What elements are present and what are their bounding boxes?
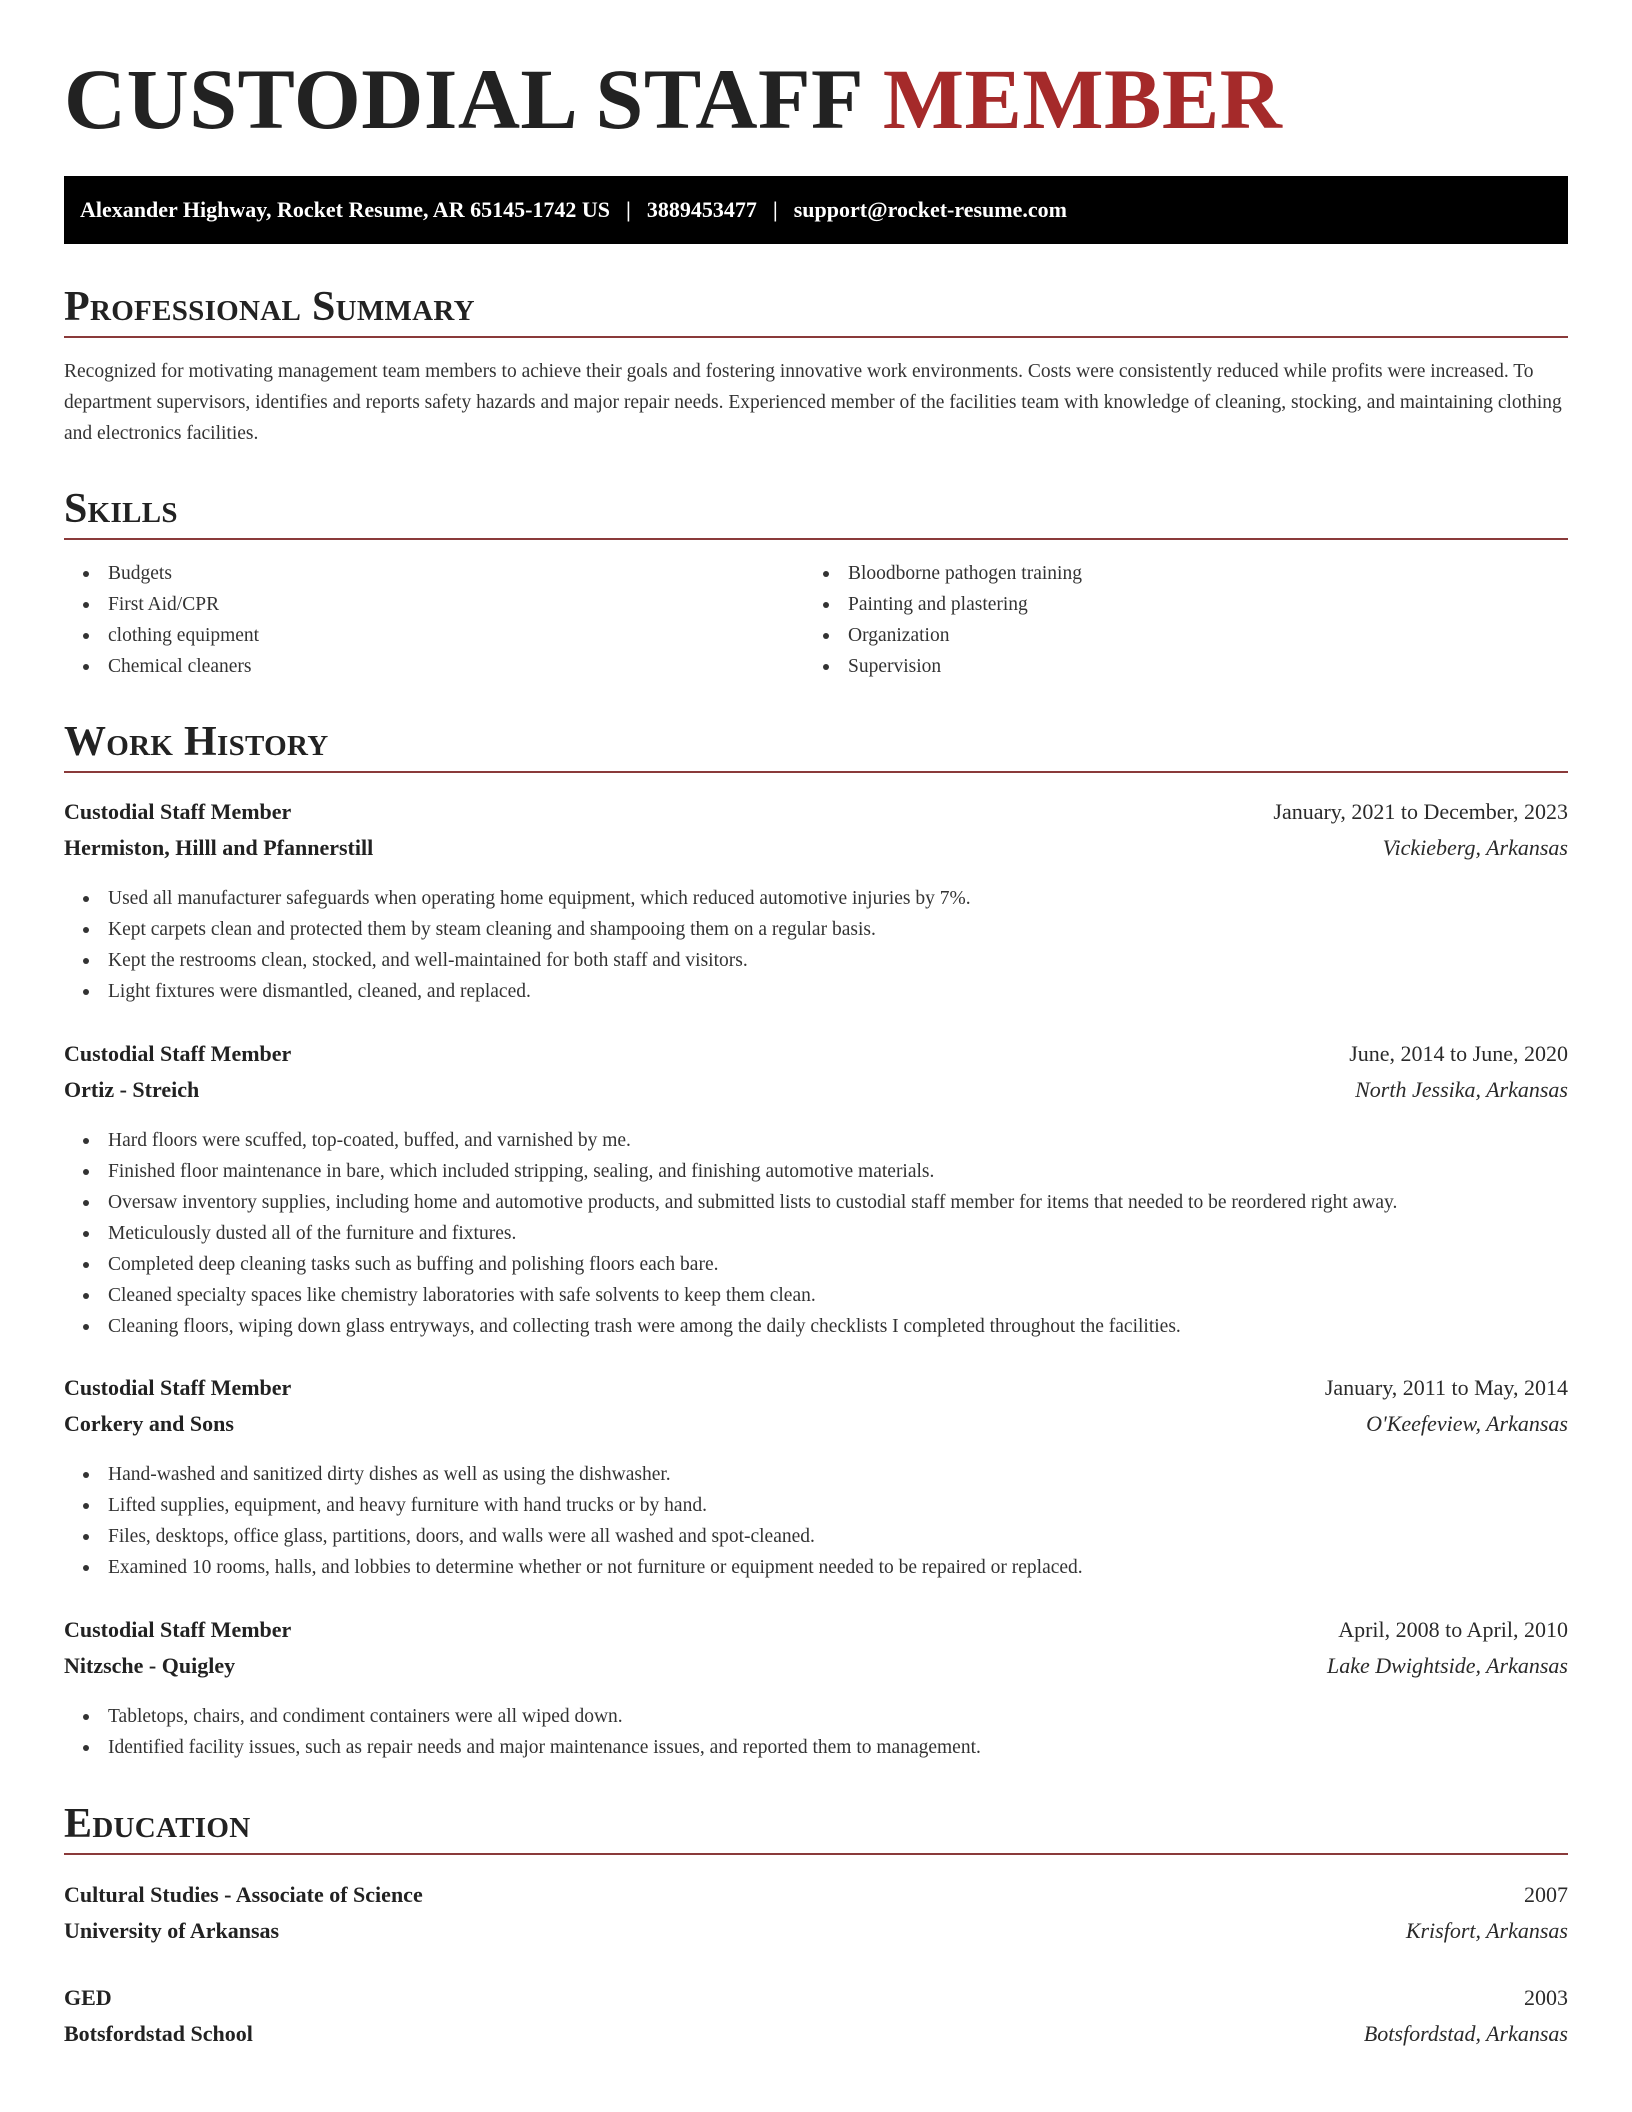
job-company-row	[64, 1411, 1568, 1447]
section-divider	[64, 1853, 1568, 1855]
education-school-row	[64, 1918, 1568, 1954]
work-history-heading: Work History	[64, 719, 329, 765]
section-divider	[64, 538, 1568, 540]
education-location: Krisfort, Arkansas	[1405, 1918, 1568, 1943]
skill-item: Painting and plastering	[804, 589, 1544, 620]
skill-item: Budgets	[64, 558, 804, 589]
job-company-row	[64, 1653, 1568, 1689]
job-company-row	[64, 835, 1568, 871]
skills-list-right	[804, 558, 1544, 682]
job-title: Custodial Staff Member	[64, 1041, 292, 1066]
job-duty: Hard floors were scuffed, top-coated, buffed, and varnished by me.	[64, 1125, 1568, 1156]
contact-phone: 3889453477	[646, 197, 757, 222]
job-duty: Oversaw inventory supplies, including home and automotive products, and submitted lists to custodial staff member for items that needed to be reordered right away.	[64, 1187, 1568, 1218]
job-duty: Lifted supplies, equipment, and heavy furniture with hand trucks or by hand.	[64, 1490, 1568, 1521]
job-duty: Used all manufacturer safeguards when operating home equipment, which reduced automotive injuries by 7%.	[64, 883, 1568, 914]
job-entry	[64, 1617, 1568, 1763]
job-header-row	[64, 1375, 1568, 1411]
education-header-row	[64, 1985, 1568, 2021]
job-location: Vickieberg, Arkansas	[1382, 835, 1568, 860]
job-company: Hermiston, Hilll and Pfannerstill	[64, 835, 374, 860]
job-header-row	[64, 1041, 1568, 1077]
education-year: 2003	[1524, 1985, 1568, 2010]
job-location: O'Keefeview, Arkansas	[1366, 1411, 1568, 1436]
job-duty: Meticulously dusted all of the furniture and fixtures.	[64, 1218, 1568, 1249]
job-entry	[64, 1041, 1568, 1342]
skills-section	[64, 488, 1568, 682]
job-duty: Kept carpets clean and protected them by steam cleaning and shampooing them on a regular basis.	[64, 914, 1568, 945]
contact-email: support@rocket-resume.com	[793, 197, 1067, 222]
job-dates: April, 2008 to April, 2010	[1338, 1617, 1568, 1642]
job-duty: Kept the restrooms clean, stocked, and well-maintained for both staff and visitors.	[64, 945, 1568, 976]
job-company: Nitzsche - Quigley	[64, 1653, 236, 1678]
section-divider	[64, 771, 1568, 773]
skills-heading: Skills	[64, 486, 178, 532]
contact-address: Alexander Highway, Rocket Resume, AR 65145-1742 US	[80, 197, 611, 222]
job-duties	[64, 883, 1568, 1007]
name-part-2: MEMBER	[882, 51, 1283, 147]
job-duty: Completed deep cleaning tasks such as buffing and polishing floors each bare.	[64, 1249, 1568, 1280]
job-dates: January, 2021 to December, 2023	[1273, 799, 1568, 824]
skill-item: Bloodborne pathogen training	[804, 558, 1544, 589]
job-duty: Tabletops, chairs, and condiment containers were all wiped down.	[64, 1701, 1568, 1732]
job-title: Custodial Staff Member	[64, 799, 292, 824]
education-school-row	[64, 2021, 1568, 2057]
job-company-row	[64, 1077, 1568, 1113]
job-duty: Examined 10 rooms, halls, and lobbies to determine whether or not furniture or equipment needed to be repaired or replaced.	[64, 1552, 1568, 1583]
education-year: 2007	[1524, 1882, 1568, 1907]
job-duty: Hand-washed and sanitized dirty dishes as well as using the dishwasher.	[64, 1459, 1568, 1490]
job-title: Custodial Staff Member	[64, 1617, 292, 1642]
job-location: North Jessika, Arkansas	[1355, 1077, 1568, 1102]
education-degree: GED	[64, 1985, 112, 2010]
skill-item: Supervision	[804, 651, 1544, 682]
job-company: Ortiz - Streich	[64, 1077, 200, 1102]
summary-text: Recognized for motivating management team members to achieve their goals and fostering innovative work environments. Costs were consistently reduced while profits were increased. To department supervisors, identifies and reports safety hazards and major repair needs. Experienced member of the facilities team with knowledge of cleaning, stocking, and maintaining clothing and electronics facilities.	[64, 361, 1562, 444]
job-duties	[64, 1125, 1568, 1342]
job-entry	[64, 799, 1568, 1007]
job-title: Custodial Staff Member	[64, 1375, 292, 1400]
contact-separator: |	[772, 197, 778, 222]
education-entry	[64, 1882, 1568, 1954]
education-location: Botsfordstad, Arkansas	[1363, 2021, 1568, 2046]
job-duty: Light fixtures were dismantled, cleaned, and replaced.	[64, 976, 1568, 1007]
skill-item: clothing equipment	[64, 620, 804, 651]
section-divider	[64, 336, 1568, 338]
summary-heading: Professional Summary	[64, 284, 475, 330]
education-header-row	[64, 1882, 1568, 1918]
job-duty: Identified facility issues, such as repair needs and major maintenance issues, and reported them to management.	[64, 1732, 1568, 1763]
skill-item: Organization	[804, 620, 1544, 651]
job-location: Lake Dwightside, Arkansas	[1327, 1653, 1568, 1678]
skills-list-left	[64, 558, 804, 682]
work-history-section	[64, 721, 1568, 773]
job-duty: Files, desktops, office glass, partitions, doors, and walls were all washed and spot-cleaned.	[64, 1521, 1568, 1552]
contact-bar	[64, 176, 1568, 244]
skills-columns	[64, 558, 1568, 682]
job-duty: Finished floor maintenance in bare, which included stripping, sealing, and finishing automotive materials.	[64, 1156, 1568, 1187]
job-duty: Cleaning floors, wiping down glass entryways, and collecting trash were among the daily checklists I completed throughout the facilities.	[64, 1311, 1568, 1342]
resume-name	[64, 51, 1283, 147]
education-heading: Education	[64, 1801, 251, 1847]
name-part-1: CUSTODIAL STAFF	[64, 51, 861, 147]
job-entry	[64, 1375, 1568, 1583]
job-dates: January, 2011 to May, 2014	[1324, 1375, 1568, 1400]
job-dates: June, 2014 to June, 2020	[1349, 1041, 1568, 1066]
job-duty: Cleaned specialty spaces like chemistry laboratories with safe solvents to keep them clean.	[64, 1280, 1568, 1311]
education-school: Botsfordstad School	[64, 2021, 253, 2046]
job-duties	[64, 1459, 1568, 1583]
skill-item: Chemical cleaners	[64, 651, 804, 682]
contact-separator: |	[626, 197, 631, 222]
education-entry	[64, 1985, 1568, 2057]
job-header-row	[64, 1617, 1568, 1653]
summary-section	[64, 286, 1568, 449]
education-section	[64, 1803, 1568, 1855]
job-company: Corkery and Sons	[64, 1411, 234, 1436]
job-duties	[64, 1701, 1568, 1763]
skill-item: First Aid/CPR	[64, 589, 804, 620]
education-school: University of Arkansas	[64, 1918, 280, 1943]
job-header-row	[64, 799, 1568, 835]
education-degree: Cultural Studies - Associate of Science	[64, 1882, 423, 1907]
